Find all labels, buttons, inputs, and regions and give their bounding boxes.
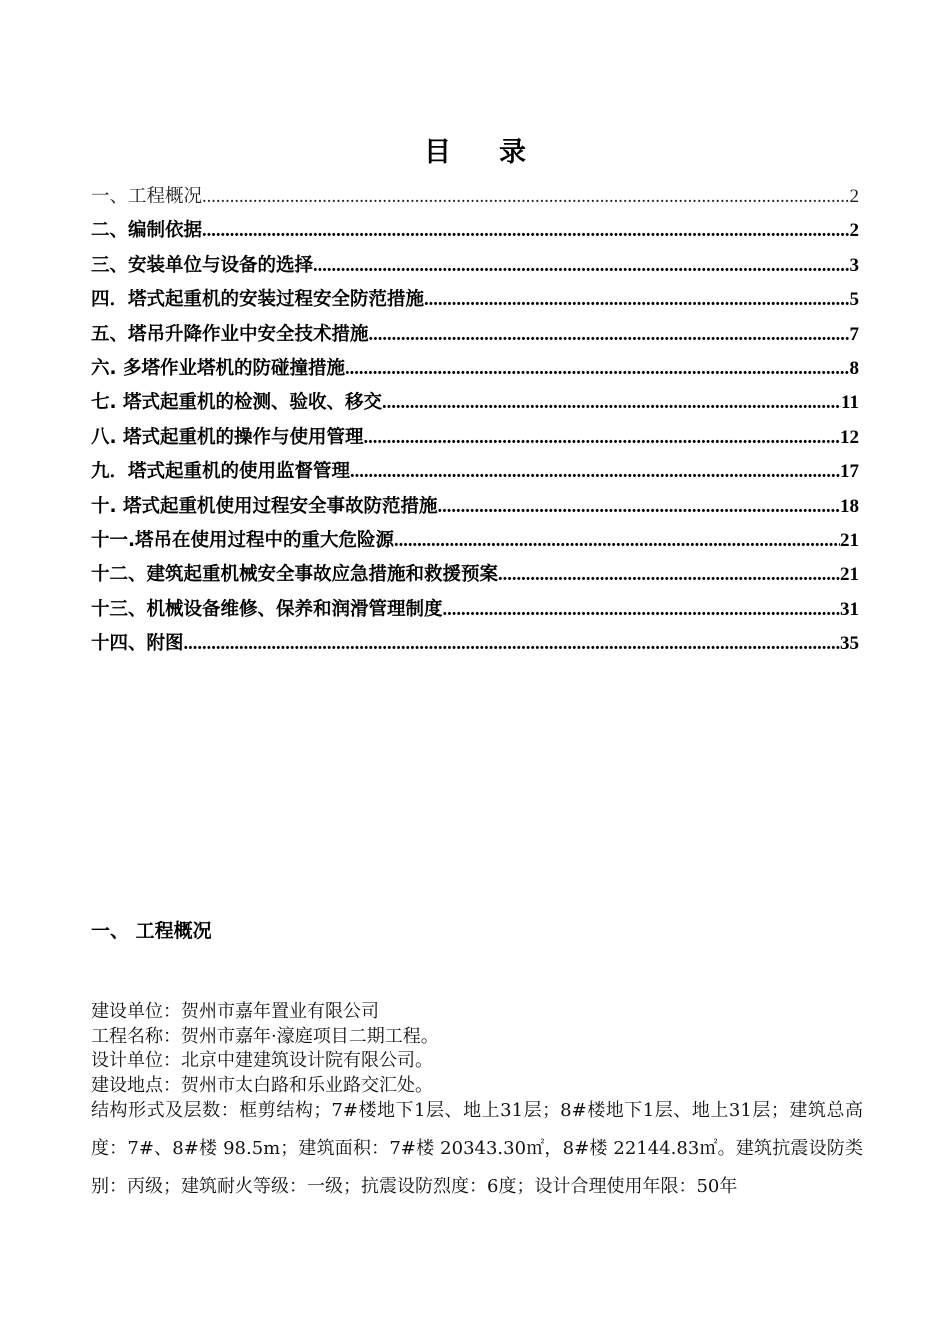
section-heading: 一、 工程概况 — [91, 920, 212, 942]
toc-entry-label: 十二、建筑起重机械安全事故应急措施和救援预案 — [91, 564, 499, 586]
overview-line-designer: 设计单位：北京中建建筑设计院有限公司。 — [91, 1050, 433, 1071]
toc-leader-dots — [345, 352, 850, 386]
toc-entry[interactable] — [91, 352, 859, 386]
toc-leader-dots — [382, 386, 841, 420]
toc-entry-page: 8 — [849, 357, 859, 379]
toc-leader-dots — [394, 524, 840, 558]
table-of-contents — [91, 180, 859, 661]
toc-entry[interactable] — [91, 283, 859, 317]
toc-entry-label: 九．塔式起重机的使用监督管理 — [91, 461, 351, 483]
project-overview — [91, 1000, 863, 1206]
toc-entry-label: 八. 塔式起重机的操作与使用管理 — [91, 426, 364, 448]
toc-leader-dots — [202, 214, 849, 248]
toc-entry[interactable] — [91, 386, 859, 420]
toc-entry-page: 35 — [840, 633, 859, 655]
toc-leader-dots — [363, 421, 840, 455]
toc-entry-page: 17 — [840, 461, 859, 483]
toc-entry-label: 三、安装单位与设备的选择 — [91, 254, 314, 276]
toc-entry[interactable] — [91, 421, 859, 455]
toc-entry[interactable] — [91, 490, 859, 524]
toc-entry-label: 七. 塔式起重机的检测、验收、移交 — [91, 392, 382, 414]
toc-entry-page: 21 — [840, 529, 859, 551]
toc-entry-label: 十一.塔吊在使用过程中的重大危险源 — [91, 529, 395, 551]
toc-entry[interactable] — [91, 627, 859, 661]
toc-entry[interactable] — [91, 558, 859, 592]
toc-entry-label: 四．塔式起重机的安装过程安全防范措施 — [91, 289, 425, 311]
toc-entry[interactable] — [91, 455, 859, 489]
toc-entry[interactable] — [91, 180, 859, 214]
toc-entry-page: 3 — [849, 254, 859, 276]
toc-leader-dots — [350, 455, 840, 489]
overview-line-project-name: 工程名称：贺州市嘉年·濠庭项目二期工程。 — [91, 1025, 439, 1047]
toc-leader-dots — [202, 180, 849, 214]
toc-entry-label: 一、工程概况 — [91, 186, 203, 207]
toc-title-char-2: 录 — [499, 137, 526, 168]
toc-entry[interactable] — [91, 214, 859, 248]
overview-line-location: 建设地点：贺州市太白路和乐业路交汇处。 — [91, 1074, 433, 1096]
toc-entry-label: 二、编制依据 — [91, 220, 203, 242]
toc-entry[interactable] — [91, 524, 859, 558]
toc-entry[interactable] — [91, 593, 859, 627]
toc-leader-dots — [443, 593, 840, 627]
toc-leader-dots — [184, 627, 840, 661]
toc-entry-page: 11 — [841, 392, 859, 414]
toc-entry-label: 十. 塔式起重机使用过程安全事故防范措施 — [91, 495, 438, 517]
toc-entry[interactable] — [91, 318, 859, 352]
toc-leader-dots — [369, 318, 850, 352]
toc-title — [0, 130, 950, 169]
toc-entry-page: 18 — [840, 495, 859, 517]
toc-leader-dots — [437, 490, 840, 524]
toc-entry-page: 5 — [849, 289, 859, 311]
toc-entry-page: 7 — [849, 323, 859, 345]
toc-entry-page: 31 — [840, 598, 859, 620]
toc-entry-page: 12 — [840, 426, 859, 448]
overview-structure-paragraph: 结构形式及层数：框剪结构；7#楼地下1层、地上31层；8#楼地下1层、地上31层；建筑总高度：7#、8#楼 98.5m；建筑面积：7#楼 20343.30㎡，8#楼 22144.83㎡。建筑抗震设防类别：丙级；建筑耐火等级：一级；抗震设防烈度：6度；设计合理使用年限：50年 — [91, 1100, 863, 1197]
toc-title-char-1: 目 — [424, 137, 451, 168]
toc-leader-dots — [424, 283, 849, 317]
overview-line-client: 建设单位：贺州市嘉年置业有限公司 — [91, 1001, 379, 1022]
toc-entry-page: 2 — [849, 186, 859, 207]
toc-entry-label: 六. 多塔作业塔机的防碰撞措施 — [91, 357, 345, 379]
toc-entry-label: 五、塔吊升降作业中安全技术措施 — [91, 323, 369, 345]
toc-entry-page: 2 — [849, 220, 859, 242]
toc-entry-page: 21 — [840, 564, 859, 586]
toc-entry-label: 十三、机械设备维修、保养和润滑管理制度 — [91, 598, 443, 620]
toc-leader-dots — [313, 249, 849, 283]
toc-entry[interactable] — [91, 249, 859, 283]
toc-leader-dots — [498, 558, 840, 592]
toc-entry-label: 十四、附图 — [91, 633, 184, 655]
